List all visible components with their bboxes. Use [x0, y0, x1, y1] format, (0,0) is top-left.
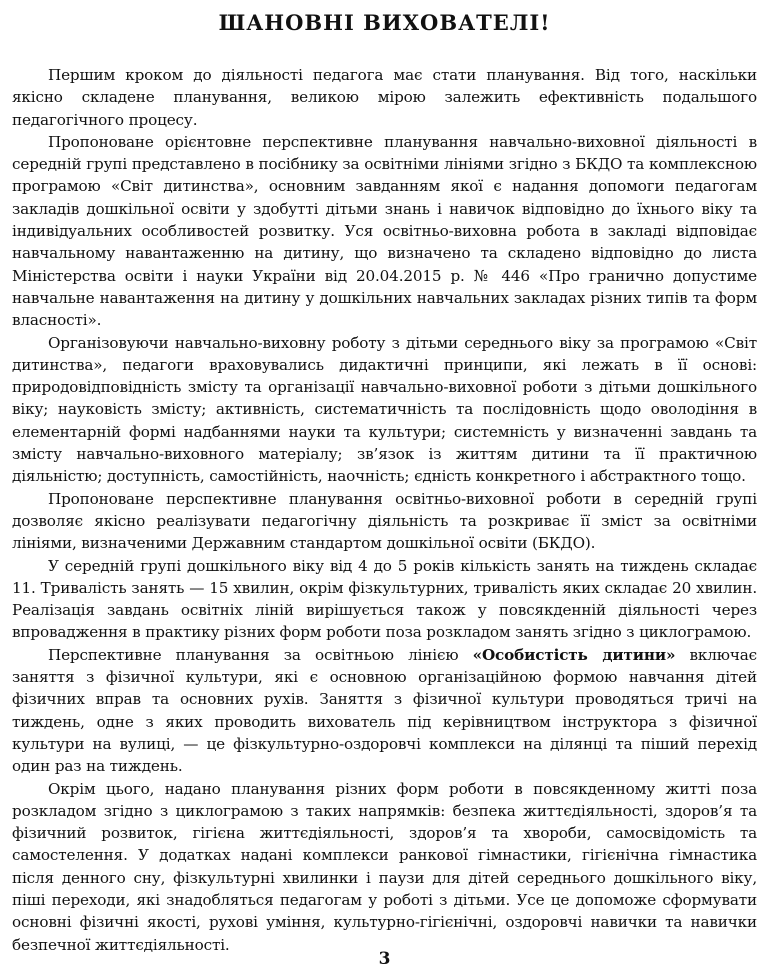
document-page	[12, 0, 757, 969]
paragraph-6	[12, 644, 757, 778]
paragraph-4: Пропоноване перспективне планування освітньо-виховної роботи в середній групі дозволяє якісно реалізувати педагогічну діяльність та розкриває її зміст за освітніми лініями, визначеними Державним стандартом дошкільної освіти (БКДО).	[12, 489, 757, 553]
paragraph-6-start: Перспективне планування за освітньою лінією	[48, 645, 473, 664]
paragraph-5: У середній групі дошкільного віку від 4 до 5 років кількість занять на тиждень складає 11. Тривалість занять — 15 хвилин, окрім фізкультурних, тривалість яких складає 20 хвилин. Реалізація завдань освітніх ліній вирішується також у повсякденній діяльності через впровадження в практику різних форм роботи поза розкладом занять згідно з циклограмою.	[12, 556, 757, 642]
paragraph-2: Пропоноване орієнтовне перспективне планування навчально-виховної діяльності в середній групі представлено в посібнику за освітніми лініями згідно з БКДО та комплексною програмою «Світ дитинства», основним завданням якої є надання допомоги педагогам закладів дошкільної освіти у здобутті дітьми знань і навичок відповідно до їхнього віку та індивідуальних особливостей розвитку. Уся освітньо-виховна робота в закладі відповідає навчальному навантаженню на дитину, що визначено та складено відповідно до листа Міністерства освіти і науки України від 20.04.2015 р. № 446 «Про гранично допустиме навчальне навантаження на дитину у дошкільних навчальних закладах різних типів та форм власності».	[12, 132, 757, 330]
paragraph-6-bold-term: «Особистість дитини»	[472, 645, 676, 664]
paragraph-7: Окрім цього, надано планування різних форм роботи в повсякденному житті поза розкладом згідно з циклограмою з таких напрямків: безпека життєдіяльності, здоров’я та фізичний розвиток, гігієна життєдіяльності, здоров’я та хвороби, самосвідомість та самостелення. У додатках надані комплекси ранкової гімнастики, гігієнічна гімнастика після денного сну, фізкультурні хвилинки і паузи для дітей середнього дошкільного віку, піші переходи, які знадобляться педагогам у роботі з дітьми. Усе це допоможе сформувати основні фізичні якості, рухові уміння, культурно-гігієнічні, оздоровчі навички та навички безпечної життєдіяльності.	[12, 779, 757, 954]
paragraph-6-rest: включає заняття з фізичної культури, які є основною організаційною формою навчання дітей фізичних вправ та основних рухів. Заняття з фізичної культури проводяться тричі на тиждень, одне з яких проводить вихователь під керівництвом інструктора з фізичної культури на вулиці, — це фізкультурно-оздоровчі комплекси на ділянці та піший перехід один раз на тиждень.	[12, 645, 757, 776]
body-text	[12, 64, 757, 956]
page-title: ШАНОВНІ ВИХОВАТЕЛІ!	[218, 10, 551, 35]
paragraph-3: Організовуючи навчально-виховну роботу з дітьми середнього віку за програмою «Світ дитинства», педагоги враховувались дидактичні принципи, які лежать в її основі: природовідповідність змісту та організації навчально-виховної роботи з дітьми дошкільного віку; науковість змісту; активність, систематичність та послідовність щодо оволодіння в елементарній формі надбаннями науки та культури; системність у визначенні завдань та змісту навчально-виховного матеріалу; зв’язок із життям дитини та її практичною діяльністю; доступність, самостійність, наочність; єдність конкретного і абстрактного тощо.	[12, 333, 757, 486]
page-number: 3	[378, 949, 391, 969]
paragraph-1: Першим кроком до діяльності педагога має стати планування. Від того, наскільки якісно складене планування, великою мірою залежить ефективність подальшого педагогічного процесу.	[12, 66, 757, 129]
